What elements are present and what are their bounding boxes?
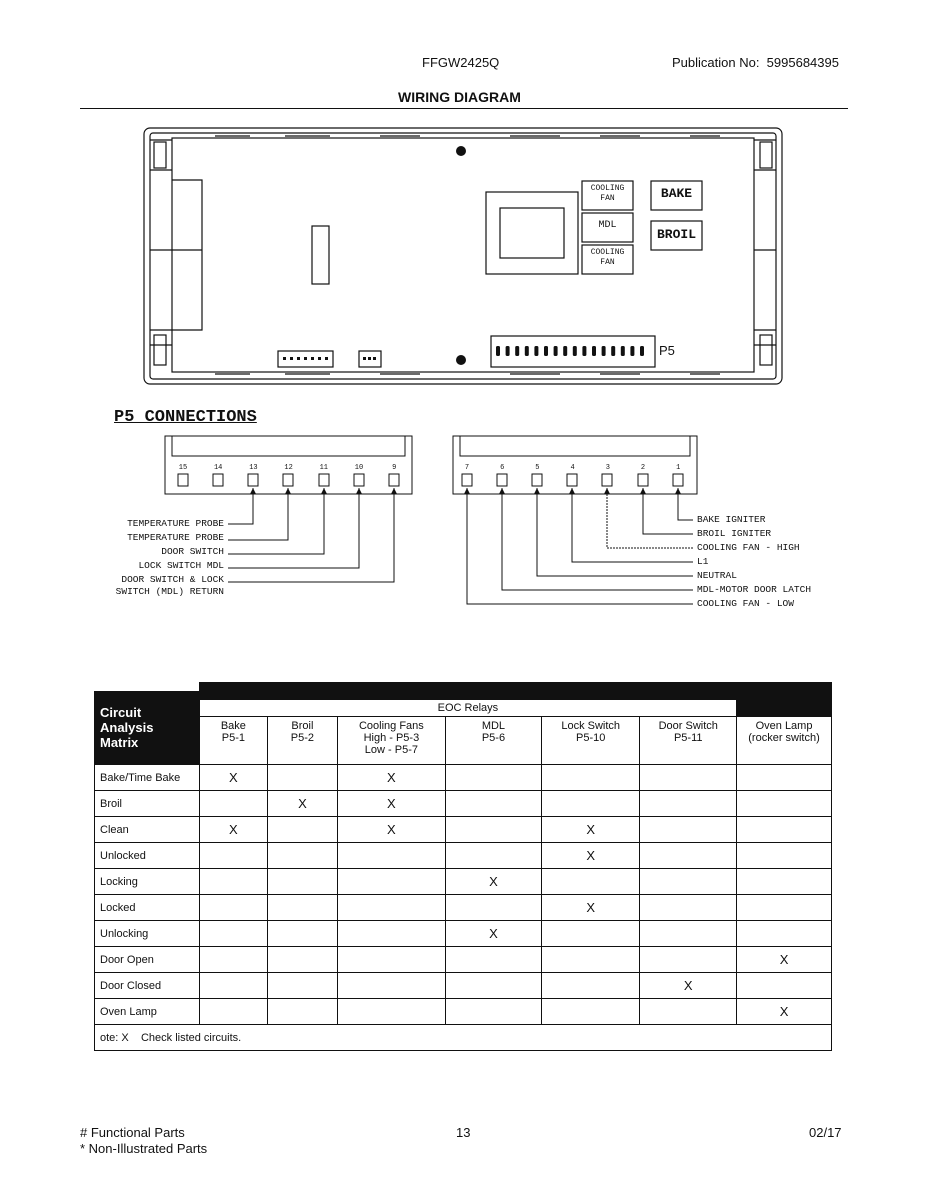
matrix-cell bbox=[337, 947, 445, 973]
matrix-cell: X bbox=[337, 765, 445, 791]
matrix-cell bbox=[541, 999, 639, 1025]
matrix-cell bbox=[267, 765, 337, 791]
column-header: Cooling Fans High - P5-3 Low - P5-7 bbox=[337, 717, 445, 765]
matrix-cell bbox=[267, 999, 337, 1025]
wire-label-temp-probe-2: TEMPERATURE PROBE bbox=[127, 532, 224, 543]
cooling-fan-top-label: COOLING FAN bbox=[590, 184, 625, 203]
matrix-cell bbox=[541, 791, 639, 817]
matrix-cell bbox=[737, 895, 832, 921]
wire-label-door-switch: DOOR SWITCH bbox=[161, 546, 224, 557]
matrix-cell bbox=[445, 973, 541, 999]
matrix-cell bbox=[199, 843, 267, 869]
oven-lamp-header-top bbox=[737, 691, 832, 717]
matrix-cell bbox=[445, 817, 541, 843]
matrix-cell bbox=[337, 999, 445, 1025]
wire-label-lock-switch-mdl: LOCK SWITCH MDL bbox=[138, 560, 224, 571]
matrix-cell bbox=[337, 869, 445, 895]
note-row bbox=[95, 1025, 832, 1051]
table-row bbox=[95, 869, 832, 895]
matrix-cell: X bbox=[337, 817, 445, 843]
matrix-cell bbox=[640, 947, 737, 973]
pin-number: 5 bbox=[535, 464, 540, 472]
matrix-cell bbox=[640, 999, 737, 1025]
pin-number: 12 bbox=[284, 464, 293, 472]
matrix-cell bbox=[267, 947, 337, 973]
matrix-cell bbox=[445, 947, 541, 973]
matrix-cell bbox=[267, 869, 337, 895]
pin-number: 10 bbox=[354, 464, 364, 472]
row-label: Broil bbox=[95, 791, 200, 817]
pin-number: 9 bbox=[392, 464, 397, 472]
pin-number: 14 bbox=[213, 464, 223, 472]
matrix-cell bbox=[199, 791, 267, 817]
column-header: MDL P5-6 bbox=[445, 717, 541, 765]
matrix-cell bbox=[640, 869, 737, 895]
matrix-cell bbox=[267, 973, 337, 999]
revision-date: 02/17 bbox=[809, 1125, 842, 1140]
row-label: Bake/Time Bake bbox=[95, 765, 200, 791]
column-header: Door Switch P5-11 bbox=[640, 717, 737, 765]
matrix-cell bbox=[445, 895, 541, 921]
page-title: WIRING DIAGRAM bbox=[398, 89, 521, 105]
matrix-cell: X bbox=[267, 791, 337, 817]
matrix-cell bbox=[541, 869, 639, 895]
matrix-cell bbox=[541, 765, 639, 791]
matrix-cell bbox=[199, 999, 267, 1025]
wire-label-broil-igniter: BROIL IGNITER bbox=[697, 528, 772, 539]
right-wire-labels bbox=[697, 513, 811, 611]
matrix-cell bbox=[445, 791, 541, 817]
matrix-cell: X bbox=[541, 817, 639, 843]
column-header: Oven Lamp (rocker switch) bbox=[737, 717, 832, 765]
matrix-cell bbox=[541, 973, 639, 999]
matrix-cell: X bbox=[640, 973, 737, 999]
non-illustrated-parts-note: * Non-Illustrated Parts bbox=[80, 1141, 208, 1156]
matrix-cell bbox=[445, 999, 541, 1025]
circuit-analysis-matrix bbox=[94, 682, 832, 1051]
matrix-cell bbox=[640, 765, 737, 791]
table-row bbox=[95, 791, 832, 817]
pin-number: 4 bbox=[570, 464, 575, 472]
row-label: Clean bbox=[95, 817, 200, 843]
matrix-cell bbox=[737, 843, 832, 869]
matrix-cell: X bbox=[445, 921, 541, 947]
mdl-label: MDL bbox=[598, 220, 617, 231]
matrix-cell bbox=[640, 895, 737, 921]
matrix-cell bbox=[737, 791, 832, 817]
row-label: Door Closed bbox=[95, 973, 200, 999]
matrix-cell: X bbox=[541, 843, 639, 869]
p5-connections-title: P5 CONNECTIONS bbox=[114, 408, 257, 427]
table-row bbox=[95, 973, 832, 999]
matrix-cell bbox=[445, 843, 541, 869]
matrix-cell: X bbox=[337, 791, 445, 817]
matrix-cell bbox=[199, 947, 267, 973]
matrix-cell bbox=[640, 791, 737, 817]
wire-label-l1: L1 bbox=[697, 556, 709, 567]
pin-number: 7 bbox=[464, 464, 470, 472]
matrix-cell bbox=[199, 869, 267, 895]
matrix-cell bbox=[737, 973, 832, 999]
matrix-cell bbox=[337, 843, 445, 869]
pin-number: 1 bbox=[676, 464, 681, 472]
table-row bbox=[95, 765, 832, 791]
pin-number: 6 bbox=[500, 464, 505, 472]
table-row bbox=[95, 999, 832, 1025]
row-label: Unlocked bbox=[95, 843, 200, 869]
broil-relay-label: BROIL bbox=[656, 227, 696, 242]
wire-label-door-lock-return-2: SWITCH (MDL) RETURN bbox=[115, 586, 224, 597]
matrix-cell bbox=[267, 921, 337, 947]
table-row bbox=[95, 947, 832, 973]
matrix-cell: X bbox=[737, 999, 832, 1025]
pin-number: 11 bbox=[319, 464, 328, 472]
matrix-cell: X bbox=[541, 895, 639, 921]
matrix-cell bbox=[445, 765, 541, 791]
matrix-cell: X bbox=[199, 817, 267, 843]
row-label: Door Open bbox=[95, 947, 200, 973]
matrix-cell bbox=[737, 817, 832, 843]
matrix-title: Circuit Analysis Matrix bbox=[95, 691, 200, 765]
matrix-cell: X bbox=[737, 947, 832, 973]
matrix-cell: X bbox=[445, 869, 541, 895]
matrix-cell bbox=[541, 947, 639, 973]
matrix-cell bbox=[337, 921, 445, 947]
matrix-cell bbox=[640, 817, 737, 843]
pin-number: 2 bbox=[640, 464, 646, 472]
matrix-cell bbox=[541, 921, 639, 947]
matrix-cell: X bbox=[199, 765, 267, 791]
table-row bbox=[95, 921, 832, 947]
page-number: 13 bbox=[456, 1125, 471, 1140]
pin-number: 3 bbox=[605, 464, 610, 472]
eoc-relays-header: EOC Relays bbox=[199, 691, 736, 717]
table-row bbox=[95, 817, 832, 843]
matrix-cell bbox=[267, 843, 337, 869]
matrix-cell bbox=[199, 973, 267, 999]
wire-label-neutral: NEUTRAL bbox=[697, 570, 737, 581]
publication-number: Publication No: 5995684395 bbox=[672, 55, 839, 70]
column-header-row bbox=[95, 717, 832, 765]
column-header: Lock Switch P5-10 bbox=[541, 717, 639, 765]
row-label: Locked bbox=[95, 895, 200, 921]
row-label: Unlocking bbox=[95, 921, 200, 947]
bake-relay-label: BAKE bbox=[660, 186, 693, 201]
matrix-cell bbox=[337, 973, 445, 999]
functional-parts-note: # Functional Parts bbox=[80, 1125, 185, 1140]
column-header: Bake P5-1 bbox=[199, 717, 267, 765]
row-label: Oven Lamp bbox=[95, 999, 200, 1025]
wire-label-temp-probe-1: TEMPERATURE PROBE bbox=[127, 518, 224, 529]
wire-label-bake-igniter: BAKE IGNITER bbox=[697, 514, 766, 525]
model-number: FFGW2425Q bbox=[422, 55, 500, 70]
matrix-cell bbox=[337, 895, 445, 921]
pin-number: 13 bbox=[249, 464, 258, 472]
matrix-cell bbox=[737, 765, 832, 791]
matrix-cell bbox=[737, 869, 832, 895]
p5-connector-label: P5 bbox=[659, 343, 675, 358]
matrix-cell bbox=[640, 843, 737, 869]
row-label: Locking bbox=[95, 869, 200, 895]
matrix-cell bbox=[267, 817, 337, 843]
table-row bbox=[95, 843, 832, 869]
matrix-cell bbox=[737, 921, 832, 947]
cooling-fan-bottom-label: COOLING FAN bbox=[590, 248, 625, 267]
column-header: Broil P5-2 bbox=[267, 717, 337, 765]
pin-number: 15 bbox=[178, 464, 188, 472]
matrix-cell bbox=[199, 921, 267, 947]
matrix-cell bbox=[640, 921, 737, 947]
matrix-cell bbox=[267, 895, 337, 921]
wire-label-mdl-motor: MDL-MOTOR DOOR LATCH bbox=[697, 584, 812, 595]
matrix-note: ote: X Check listed circuits. bbox=[95, 1025, 832, 1051]
wire-label-cooling-fan-low: COOLING FAN - LOW bbox=[697, 598, 794, 609]
wire-label-cooling-fan-high: COOLING FAN - HIGH bbox=[697, 542, 800, 553]
table-row bbox=[95, 895, 832, 921]
matrix-cell bbox=[199, 895, 267, 921]
left-wire-labels bbox=[44, 517, 224, 599]
wire-label-door-lock-return: DOOR SWITCH & LOCK bbox=[121, 574, 224, 585]
